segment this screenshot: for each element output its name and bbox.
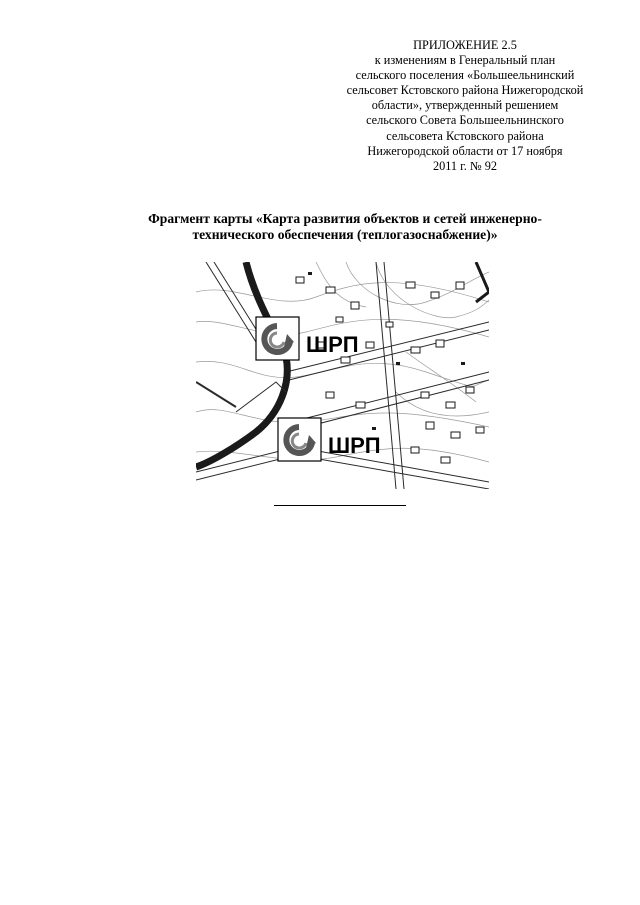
- appendix-line: ПРИЛОЖЕНИЕ 2.5: [413, 38, 517, 52]
- marker-label: ШРП: [328, 433, 381, 458]
- map-fragment-title: [100, 211, 590, 243]
- appendix-line: к изменениям в Генеральный план: [374, 53, 556, 68]
- map-fragment: [196, 262, 489, 489]
- appendix-line: сельского Совета Большеельнинского: [366, 113, 564, 128]
- separator-line: [274, 505, 406, 506]
- marker-label: ШРП: [306, 332, 359, 357]
- appendix-line: сельского поселения «Большеельнинский: [355, 68, 575, 83]
- gas-distribution-point-icon: [256, 317, 299, 360]
- appendix-line: Нижегородской области от 17 ноября: [367, 143, 563, 158]
- appendix-line: 2011 г. № 92: [432, 158, 498, 173]
- title-line: технического обеспечения (теплогазоснабжение)»: [192, 227, 498, 242]
- appendix-line: сельсовет Кстовского района Нижегородской: [346, 83, 584, 98]
- title-line: Фрагмент карты «Карта развития объектов и сетей инженерно-: [148, 211, 542, 226]
- appendix-block: [330, 38, 600, 174]
- map-image: [196, 262, 489, 489]
- appendix-line: области», утвержденный решением: [371, 98, 559, 113]
- gas-distribution-point-icon: [278, 418, 321, 461]
- appendix-line: сельсовета Кстовского района: [386, 128, 544, 143]
